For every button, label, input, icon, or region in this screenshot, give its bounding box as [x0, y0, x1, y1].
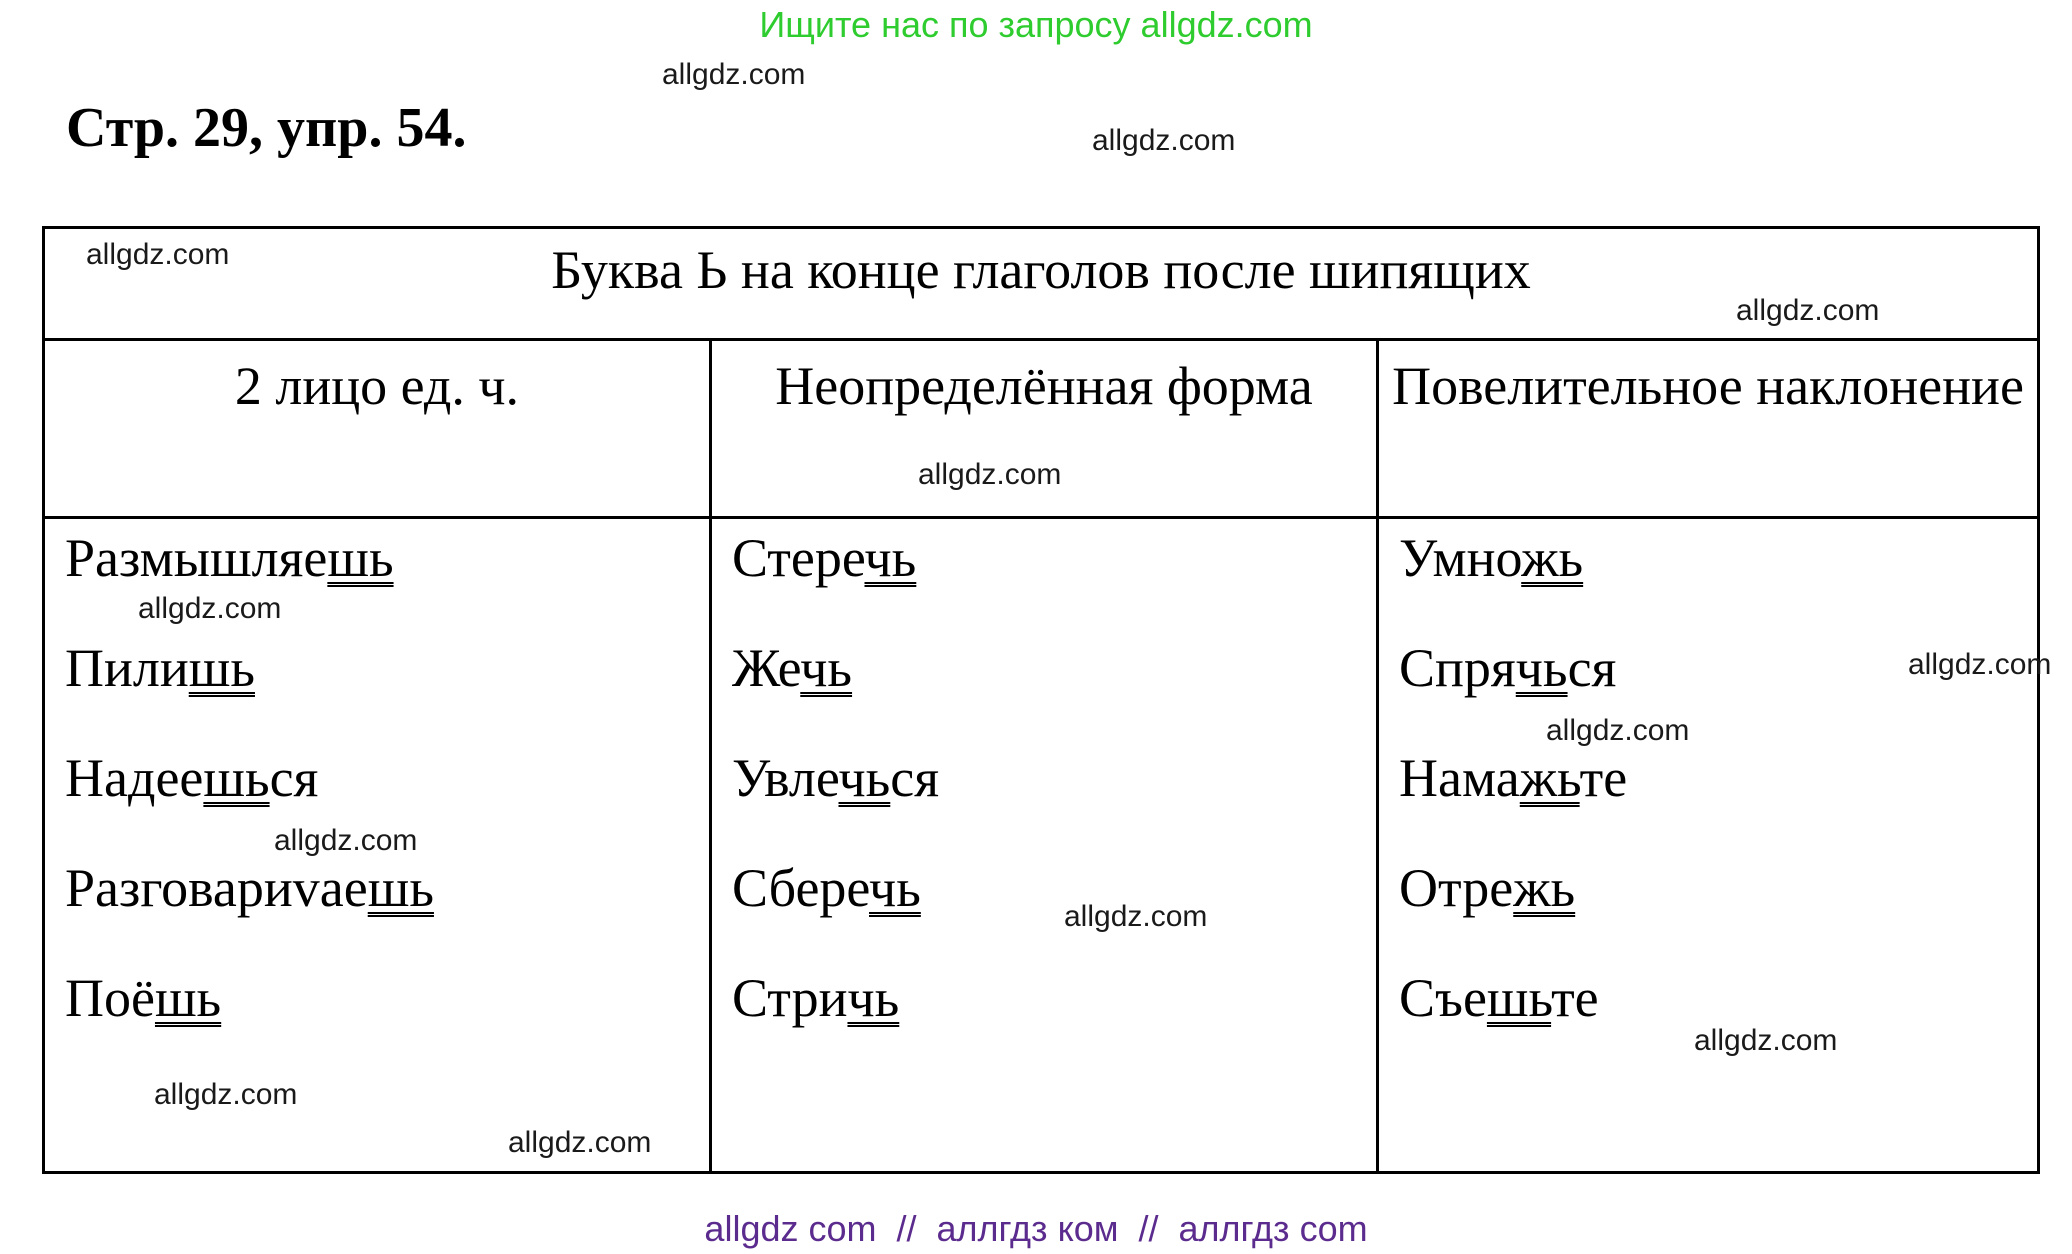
watermark: allgdz.com [1736, 294, 1880, 327]
footer-watermark: allgdz com // аллгдз ком // аллгдз com [704, 1208, 1368, 1249]
column-header: Повелительное наклонение [1379, 341, 2037, 519]
word-item: Отрежь [1399, 858, 1576, 918]
word-item: Умножь [1399, 528, 1584, 588]
watermark: allgdz.com [86, 238, 230, 271]
word-item: Спрячься [1399, 638, 1617, 698]
word-item: Намажьте [1399, 748, 1628, 808]
watermark: allgdz.com [508, 1126, 652, 1159]
word-item: Поёшь [65, 968, 222, 1028]
word-item: Пилишь [65, 638, 255, 698]
watermark: allgdz.com [1092, 124, 1236, 157]
watermark: allgdz.com [274, 824, 418, 857]
top-banner: Ищите нас по запросу allgdz.com [759, 4, 1313, 45]
page-title: Стр. 29, упр. 54. [66, 97, 467, 159]
watermark: allgdz.com [1694, 1024, 1838, 1057]
word-item: Сберечь [732, 858, 921, 918]
table-title: Буква Ь на конце глаголов после шипящих [45, 229, 2037, 341]
watermark: allgdz.com [154, 1078, 298, 1111]
word-item: Жечь [732, 638, 853, 698]
watermark: allgdz.com [1546, 714, 1690, 747]
watermark: allgdz.com [918, 458, 1062, 491]
column-header: 2 лицо ед. ч. [45, 341, 709, 519]
word-item: Разговариvaeшь [65, 858, 434, 918]
word-item: Стричь [732, 968, 900, 1028]
watermark: allgdz.com [138, 592, 282, 625]
word-item: Съешьте [1399, 968, 1599, 1028]
column-second-person [45, 341, 712, 1171]
word-item: Надеешься [65, 748, 319, 808]
word-item: Увлечься [732, 748, 940, 808]
watermark: allgdz.com [1908, 648, 2052, 681]
word-item: Размышляешь [65, 528, 394, 588]
column-header: Неопределённая форма [712, 341, 1376, 519]
watermark: allgdz.com [662, 58, 806, 91]
word-item: Стеречь [732, 528, 917, 588]
watermark: allgdz.com [1064, 900, 1208, 933]
